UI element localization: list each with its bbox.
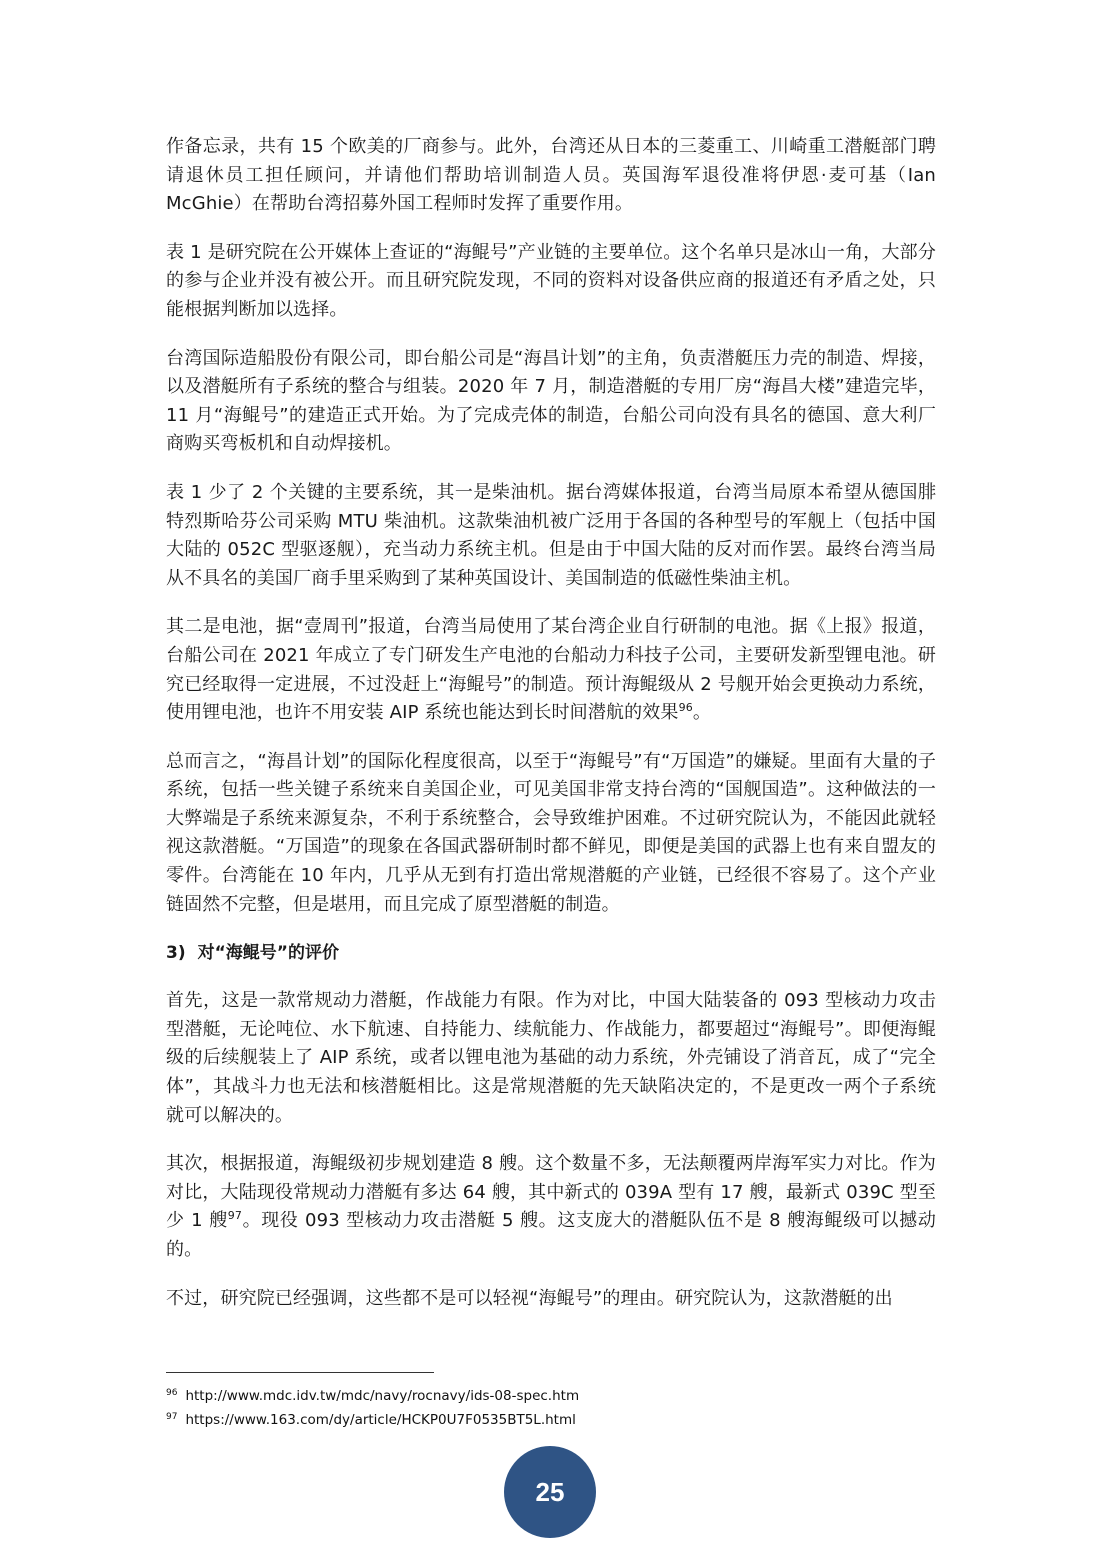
paragraph-text: 。现役 093 型核动力攻击潜艇 5 艘。这支庞大的潜艇队伍不是 8 艘海鲲级可以撼动的。: [166, 1210, 936, 1260]
paragraph: 不过，研究院已经强调，这些都不是可以轻视“海鲲号”的理由。研究院认为，这款潜艇的出: [166, 1287, 893, 1309]
footnote-ref[interactable]: 97: [227, 1209, 243, 1223]
footnote-link[interactable]: https://www.163.com/dy/article/HCKP0U7F0535BT5L.html: [185, 1412, 576, 1428]
section-heading: [166, 939, 936, 967]
paragraph: 总而言之，“海昌计划”的国际化程度很高，以至于“海鲲号”有“万国造”的嫌疑。里面有大量的子系统，包括一些关键子系统来自美国企业，可见美国非常支持台湾的“国舰国造”。这种做法的一大弊端是子系统来源复杂，不利于系统整合，会导致维护困难。不过研究院认为，不能因此就轻视这款潜艇。“万国造”的现象在各国武器研制时都不鲜见，即便是美国的武器上也有来自盟友的零件。台湾能在 10 年内，几乎从无到有打造出常规潜艇的产业链，已经很不容易了。这个产业链固然不完整，但是堪用，而且完成了原型潜艇的制造。: [166, 750, 936, 915]
paragraph: 首先，这是一款常规动力潜艇，作战能力有限。作为对比，中国大陆装备的 093 型核动力攻击型潜艇，无论吨位、水下航速、自持能力、续航能力、作战能力，都要超过“海鲲号”。即便海鲲级的后续舰装上了 AIP 系统，或者以锂电池为基础的动力系统，外壳铺设了消音瓦，成了“完全体”，其战斗力也无法和核潜艇相比。这是常规潜艇的先天缺陷决定的，不是更改一两个子系统就可以解决的。: [166, 990, 936, 1126]
footnote-link[interactable]: http://www.mdc.idv.tw/mdc/navy/rocnavy/ids-08-spec.htm: [185, 1388, 580, 1404]
footnote: [166, 1383, 936, 1407]
paragraph: [166, 1150, 936, 1264]
paragraph-text: 其次，根据报道，海鲲级初步规划建造 8 艘。这个数量不多，无法颠覆两岸海军实力对比。作为对比，大陆现役常规动力潜艇有多达 64 艘，其中新式的 039A 型有 17 艘，最新式 039C 型至少 1 艘: [166, 1153, 936, 1232]
footnote-number: 97: [166, 1412, 178, 1422]
body-text: [166, 133, 936, 1333]
paragraph: 表 1 是研究院在公开媒体上查证的“海鲲号”产业链的主要单位。这个名单只是冰山一角，大部分的参与企业并没有被公开。而且研究院发现，不同的资料对设备供应商的报道还有矛盾之处，只能根据判断加以选择。: [166, 241, 936, 320]
paragraph: 作备忘录，共有 15 个欧美的厂商参与。此外，台湾还从日本的三菱重工、川崎重工潜艇部门聘请退休员工担任顾问，并请他们帮助培训制造人员。英国海军退役准将伊恩·麦可基（Ian McGhie）在帮助台湾招募外国工程师时发挥了重要作用。: [166, 136, 936, 215]
footnote-ref[interactable]: 96: [678, 701, 693, 715]
section-number: 3): [166, 943, 186, 964]
page-number: 25: [535, 1476, 565, 1507]
paragraph: [166, 613, 936, 727]
page-number-badge: [504, 1446, 596, 1538]
paragraph: 表 1 少了 2 个关键的主要系统，其一是柴油机。据台湾媒体报道，台湾当局原本希望从德国腓特烈斯哈芬公司采购 MTU 柴油机。这款柴油机被广泛用于各国的各种型号的军舰上（包括中国大陆的 052C 型驱逐舰），充当动力系统主机。但是由于中国大陆的反对而作罢。最终台湾当局从不具名的美国厂商手里采购到了某种英国设计、美国制造的低磁性柴油主机。: [166, 481, 936, 589]
paragraph: 台湾国际造船股份有限公司，即台船公司是“海昌计划”的主角，负责潜艇压力壳的制造、焊接，以及潜艇所有子系统的整合与组装。2020 年 7 月，制造潜艇的专用厂房“海昌大楼”建造完毕，11 月“海鲲号”的建造正式开始。为了完成壳体的制造，台船公司向没有具名的德国、意大利厂商购买弯板机和自动焊接机。: [166, 347, 936, 455]
paragraph-text: 。: [692, 702, 712, 724]
footnotes: [166, 1383, 936, 1431]
section-title: 对“海鲲号”的评价: [197, 943, 339, 964]
footnote-divider: [166, 1372, 434, 1373]
footnote: [166, 1407, 936, 1431]
paragraph-text: 其二是电池，据“壹周刊”报道，台湾当局使用了某台湾企业自行研制的电池。据《上报》报道，台船公司在 2021 年成立了专门研发生产电池的台船动力科技子公司，主要研发新型锂电池。研究已经取得一定进展，不过没赶上“海鲲号”的制造。预计海鲲级从 2 号舰开始会更换动力系统，使用锂电池，也许不用安装 AIP 系统也能达到长时间潜航的效果: [166, 616, 936, 724]
footnote-number: 96: [166, 1388, 178, 1398]
